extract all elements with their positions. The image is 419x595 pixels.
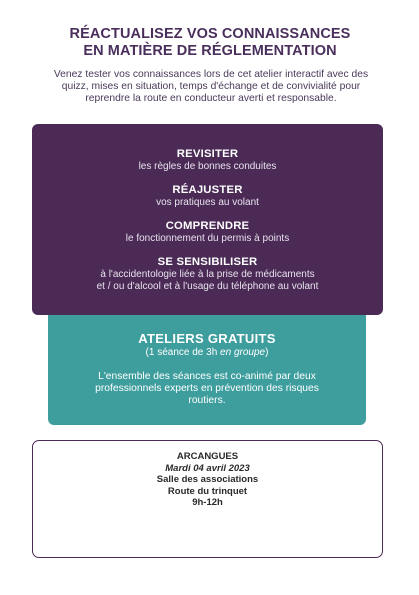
event-time: 9h-12h	[192, 497, 223, 508]
event-info-box	[32, 440, 383, 558]
intro-line-1: Venez tester vos connaissances lors de cet atelier interactif avec des	[53, 69, 369, 80]
intro-paragraph	[32, 69, 390, 105]
ateliers-sub-prefix: (1 séance de 3h	[145, 347, 221, 358]
ateliers-title: ATELIERS GRATUITS	[138, 331, 276, 346]
ateliers-text-line-2: professionnels experts en prévention des risques	[95, 383, 319, 394]
action-description: et / ou d'alcool et à l'usage du téléphone au volant	[96, 281, 319, 292]
action-description: les règles de bonnes conduites	[138, 161, 277, 172]
action-revisiter	[32, 148, 383, 173]
ateliers-subtitle	[48, 347, 366, 358]
event-address: Route du trinquet	[167, 485, 248, 497]
title-line-2: EN MATIÈRE DE RÉGLEMENTATION	[83, 43, 337, 59]
action-description: le fonctionnement du permis à points	[125, 233, 290, 244]
action-description: vos pratiques au volant	[156, 197, 259, 208]
action-heading: SE SENSIBILISER	[157, 256, 258, 268]
action-description: à l'accidentologie liée à la prise de médicaments	[100, 269, 315, 280]
event-info	[33, 451, 382, 509]
ateliers-sub-italic: en groupe	[220, 347, 266, 358]
ateliers-description	[62, 371, 352, 407]
actions-panel	[32, 124, 383, 315]
title-line-1: RÉACTUALISEZ VOS CONNAISSANCES	[69, 26, 351, 42]
action-comprendre	[32, 220, 383, 245]
event-venue: Salle des associations	[156, 474, 259, 485]
ateliers-panel	[48, 315, 366, 425]
ateliers-sub-suffix: )	[265, 347, 269, 358]
side-vertical-note	[404, 170, 412, 280]
intro-line-2: quizz, mises en situation, temps d'échange et de convivialité pour	[61, 81, 361, 92]
ateliers-text-line-3: routiers.	[188, 395, 226, 406]
event-date: Mardi 04 avril 2023	[165, 462, 250, 474]
action-heading: RÉAJUSTER	[172, 184, 243, 196]
ateliers-text-line-1: L'ensemble des séances est co-animé par deux	[98, 371, 316, 382]
event-location: ARCANGUES	[176, 451, 239, 462]
action-se-sensibiliser	[32, 256, 383, 293]
intro-line-3: reprendre la route en conducteur averti et responsable.	[85, 93, 337, 104]
action-reajuster	[32, 184, 383, 209]
page-title	[20, 26, 400, 60]
action-heading: COMPRENDRE	[165, 220, 250, 232]
action-heading: REVISITER	[176, 148, 239, 160]
